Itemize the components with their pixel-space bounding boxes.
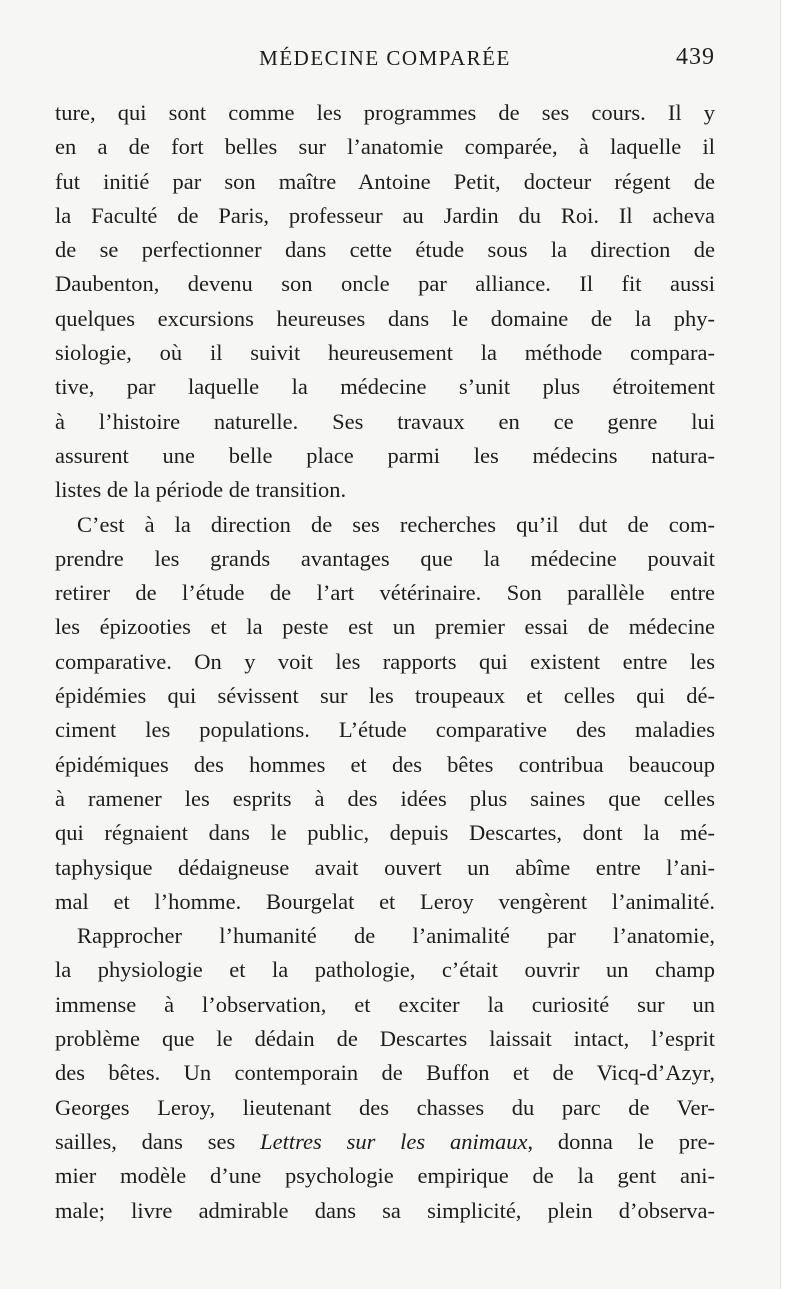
page-number: 439 — [676, 44, 715, 70]
book-title-italic: Lettres sur les animaux — [260, 1128, 528, 1154]
page-edge — [780, 0, 800, 1289]
text-line: mier modèle d’une psychologie empirique de la gent ani- — [55, 1163, 715, 1189]
text-line: fut initié par son maître Antoine Petit, docteur régent de — [55, 168, 715, 194]
text-segment: sailles, dans ses — [55, 1128, 236, 1154]
text-line: de se perfectionner dans cette étude sous la direction de — [55, 237, 715, 263]
text-line: prendre les grands avantages que la médecine pouvait — [55, 545, 715, 571]
text-line: la physiologie et la pathologie, c’était ouvrir un champ — [55, 957, 715, 983]
text-segment: , donna le pre- — [527, 1128, 715, 1154]
text-line: comparative. On y voit les rapports qui existent entre les — [55, 648, 715, 674]
text-line: retirer de l’étude de l’art vétérinaire. Son parallèle entre — [55, 580, 715, 606]
text-line: en a de fort belles sur l’anatomie comparée, à laquelle il — [55, 134, 715, 160]
text-line: assurent une belle place parmi les médecins natura- — [55, 442, 715, 468]
text-line: quelques excursions heureuses dans le domaine de la phy- — [55, 305, 715, 331]
running-head — [55, 42, 715, 82]
text-line: la Faculté de Paris, professeur au Jardin du Roi. Il acheva — [55, 202, 715, 228]
running-title: MÉDECINE COMPARÉE — [259, 46, 511, 70]
text-line: male; livre admirable dans sa simplicité, plein d’observa- — [55, 1197, 715, 1223]
text-line: ture, qui sont comme les programmes de ses cours. Il y — [55, 100, 715, 125]
body-text — [55, 96, 715, 1228]
text-line: épidémiques des hommes et des bêtes contribua beaucoup — [55, 751, 715, 777]
text-line: qui régnaient dans le public, depuis Descartes, dont la mé- — [55, 820, 715, 846]
text-line: siologie, où il suivit heureusement la méthode compara- — [55, 340, 715, 366]
text-line: épidémies qui sévissent sur les troupeaux et celles qui dé- — [55, 683, 715, 709]
text-line: à l’histoire naturelle. Ses travaux en ce genre lui — [55, 408, 715, 434]
text-line: ciment les populations. L’étude comparative des maladies — [55, 717, 715, 743]
text-line: tive, par laquelle la médecine s’unit plus étroitement — [55, 374, 715, 400]
paragraph-first-line: Rapprocher l’humanité de l’animalité par l’anatomie, — [77, 923, 715, 949]
text-line-with-italic-title — [55, 1125, 715, 1159]
text-line: taphysique dédaigneuse avait ouvert un abîme entre l’ani- — [55, 854, 715, 880]
text-line: des bêtes. Un contemporain de Buffon et de Vicq-d’Azyr, — [55, 1060, 715, 1086]
text-line: à ramener les esprits à des idées plus saines que celles — [55, 785, 715, 811]
text-line: listes de la période de transition. — [55, 477, 347, 503]
text-line: les épizooties et la peste est un premier essai de médecine — [55, 614, 715, 640]
text-line: problème que le dédain de Descartes laissait intact, l’esprit — [55, 1026, 715, 1052]
text-line: Daubenton, devenu son oncle par alliance. Il fit aussi — [55, 271, 715, 297]
text-line: Georges Leroy, lieutenant des chasses du parc de Ver- — [55, 1094, 715, 1120]
text-line: immense à l’observation, et exciter la curiosité sur un — [55, 991, 715, 1017]
paragraph-first-line: C’est à la direction de ses recherches qu’il dut de com- — [77, 511, 715, 537]
text-line: mal et l’homme. Bourgelat et Leroy vengèrent l’animalité. — [55, 888, 715, 914]
